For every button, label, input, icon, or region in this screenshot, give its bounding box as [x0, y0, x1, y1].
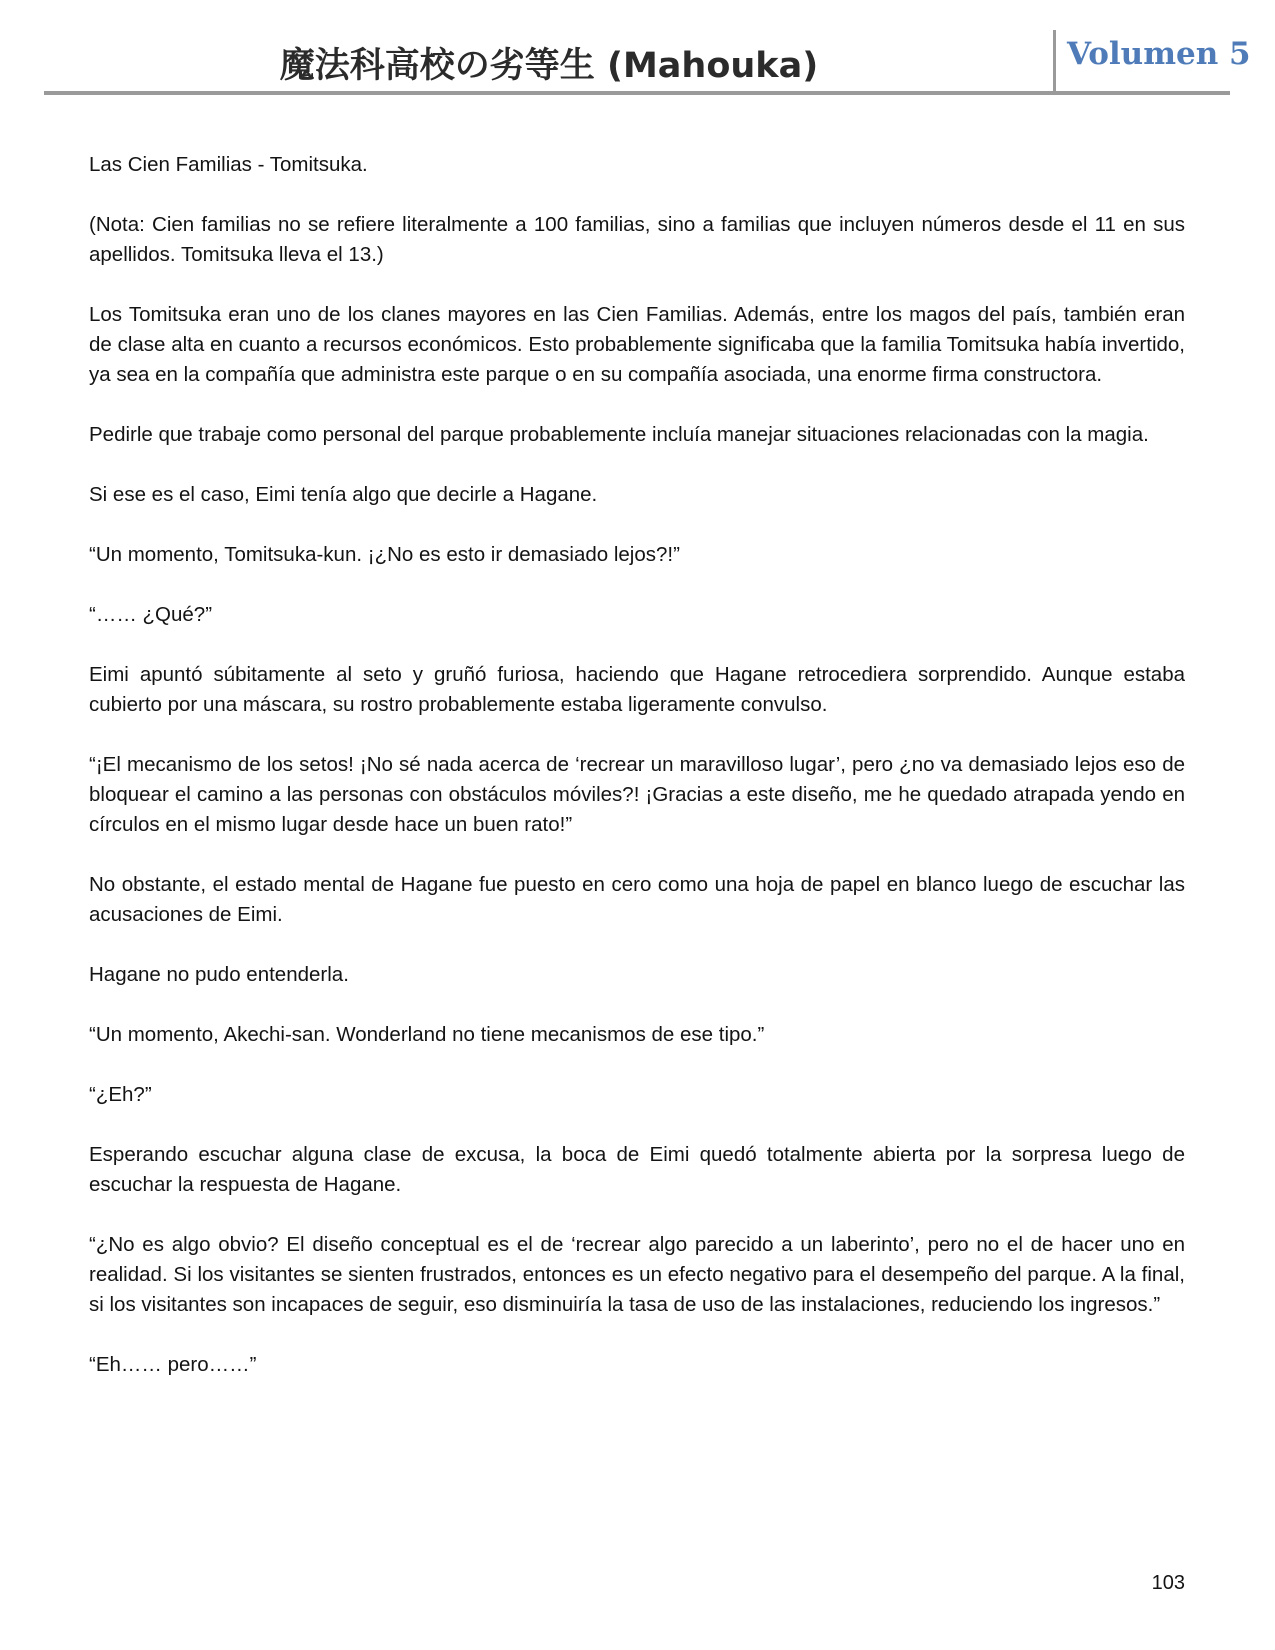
page-number: 103: [1151, 1572, 1185, 1594]
page-body: [89, 150, 1185, 1410]
paragraph: “Eh…… pero……”: [89, 1353, 257, 1376]
paragraph: Si ese es el caso, Eimi tenía algo que decirle a Hagane.: [89, 483, 598, 506]
paragraph: Pedirle que trabaje como personal del parque probablemente incluía manejar situaciones relacionadas con la magia.: [89, 423, 1149, 446]
paragraph: “Un momento, Tomitsuka-kun. ¡¿No es esto ir demasiado lejos?!”: [89, 543, 680, 566]
paragraph: Las Cien Familias - Tomitsuka.: [89, 153, 368, 176]
header-divider: [1053, 30, 1056, 92]
book-title: 魔法科高校の劣等生 (Mahouka): [279, 46, 819, 86]
paragraph: (Nota: Cien familias no se refiere literalmente a 100 familias, sino a familias que incluyen números desde el 11 en sus apellidos. Tomitsuka lleva el 13.): [89, 213, 1185, 266]
paragraph: “…… ¿Qué?”: [89, 603, 213, 626]
paragraph: Los Tomitsuka eran uno de los clanes mayores en las Cien Familias. Además, entre los magos del país, también eran de clase alta en cuanto a recursos económicos. Esto probablemente significaba que la familia Tomitsuka había invertido, ya sea en la compañía que administra este parque o en su compañía asociada, una enorme firma constructora.: [89, 303, 1185, 386]
paragraph: “Un momento, Akechi-san. Wonderland no tiene mecanismos de ese tipo.”: [89, 1023, 765, 1046]
paragraph: Eimi apuntó súbitamente al seto y gruñó furiosa, haciendo que Hagane retrocediera sorprendido. Aunque estaba cubierto por una máscara, su rostro probablemente estaba ligeramente convulso.: [89, 663, 1185, 716]
paragraph: “¡El mecanismo de los setos! ¡No sé nada acerca de ‘recrear un maravilloso lugar’, pero ¿no va demasiado lejos eso de bloquear el camino a las personas con obstáculos móviles?! ¡Gracias a este diseño, me he quedado atrapada yendo en círculos en el mismo lugar desde hace un buen rato!”: [89, 753, 1185, 836]
page-header: [44, 28, 1251, 92]
paragraph: Esperando escuchar alguna clase de excusa, la boca de Eimi quedó totalmente abierta por la sorpresa luego de escuchar la respuesta de Hagane.: [89, 1143, 1185, 1196]
paragraph: No obstante, el estado mental de Hagane fue puesto en cero como una hoja de papel en blanco luego de escuchar las acusaciones de Eimi.: [89, 873, 1185, 926]
header-rule: [44, 91, 1230, 95]
paragraph: “¿No es algo obvio? El diseño conceptual es el de ‘recrear algo parecido a un laberinto’, pero no el de hacer uno en realidad. Si los visitantes se sienten frustrados, entonces es un efecto negativo para el desempeño del parque. A la final, si los visitantes son incapaces de seguir, eso disminuiría la tasa de uso de las instalaciones, reduciendo los ingresos.”: [89, 1233, 1185, 1316]
volume-label: Volumen 5: [1067, 36, 1251, 72]
paragraph: “¿Eh?”: [89, 1083, 152, 1106]
paragraph: Hagane no pudo entenderla.: [89, 963, 349, 986]
